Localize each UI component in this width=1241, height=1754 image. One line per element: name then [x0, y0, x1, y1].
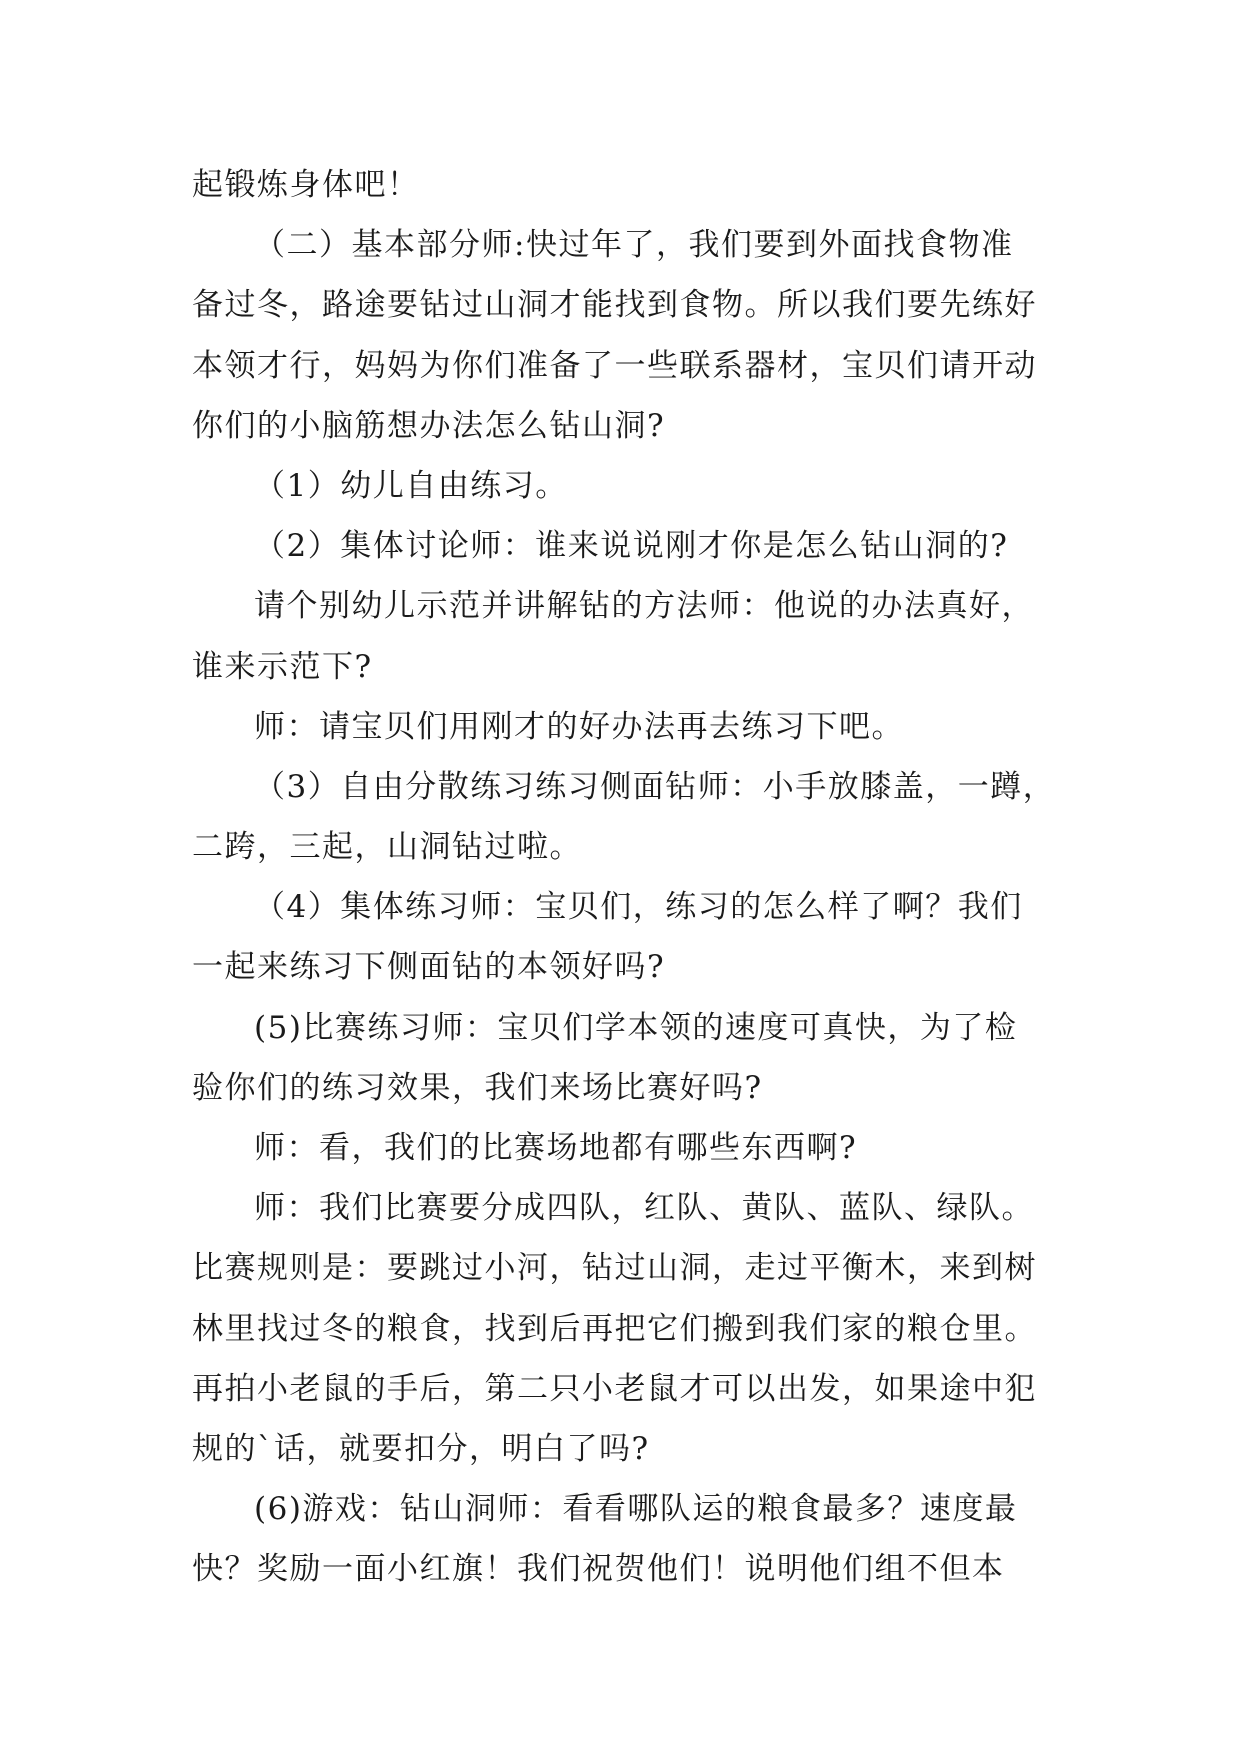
text-line: （二）基本部分师:快过年了，我们要到外面找食物准 — [254, 227, 1014, 264]
text-line: (6)游戏：钻山洞师：看看哪队运的粮食最多？速度最 — [254, 1491, 1018, 1528]
text-line: 一起来练习下侧面钻的本领好吗? — [192, 949, 666, 986]
text-line: 二跨，三起，山洞钻过啦。 — [192, 829, 582, 866]
text-line: 比赛规则是：要跳过小河，钻过山洞，走过平衡木，来到树 — [192, 1250, 1037, 1287]
text-line: 林里找过冬的粮食，找到后再把它们搬到我们家的粮仓里。 — [192, 1310, 1037, 1347]
text-line: 备过冬，路途要钻过山洞才能找到食物。所以我们要先练好 — [192, 287, 1037, 324]
text-line: 快？奖励一面小红旗！我们祝贺他们！说明他们组不但本 — [192, 1551, 1005, 1588]
text-line: 师：我们比赛要分成四队，红队、黄队、蓝队、绿队。 — [254, 1190, 1034, 1227]
text-line: 你们的小脑筋想办法怎么钻山洞? — [192, 407, 666, 444]
text-line: 再拍小老鼠的手后，第二只小老鼠才可以出发，如果途中犯 — [192, 1370, 1037, 1407]
text-line: 师：看，我们的比赛场地都有哪些东西啊? — [254, 1130, 858, 1166]
text-line: 起锻炼身体吧！ — [192, 167, 420, 203]
text-line: （2）集体讨论师：谁来说说刚才你是怎么钻山洞的? — [254, 528, 1009, 565]
text-line: (5)比赛练习师：宝贝们学本领的速度可真快，为了检 — [254, 1009, 1018, 1046]
body-text — [192, 155, 1056, 1600]
text-line: 请个别幼儿示范并讲解钻的方法师：他说的办法真好， — [254, 588, 1034, 625]
text-line: 师：请宝贝们用刚才的好办法再去练习下吧。 — [254, 708, 904, 745]
text-line: （3）自由分散练习练习侧面钻师：小手放膝盖，一蹲， — [254, 768, 1056, 805]
text-line: （1）幼儿自由练习。 — [254, 467, 568, 504]
text-line: 谁来示范下? — [192, 648, 373, 685]
text-line: （4）集体练习师：宝贝们，练习的怎么样了啊？我们 — [254, 889, 1023, 926]
text-line: 规的`话，就要扣分，明白了吗? — [192, 1430, 650, 1467]
text-line: 验你们的练习效果，我们来场比赛好吗? — [192, 1069, 763, 1106]
text-line: 本领才行，妈妈为你们准备了一些联系器材，宝贝们请开动 — [192, 347, 1037, 384]
